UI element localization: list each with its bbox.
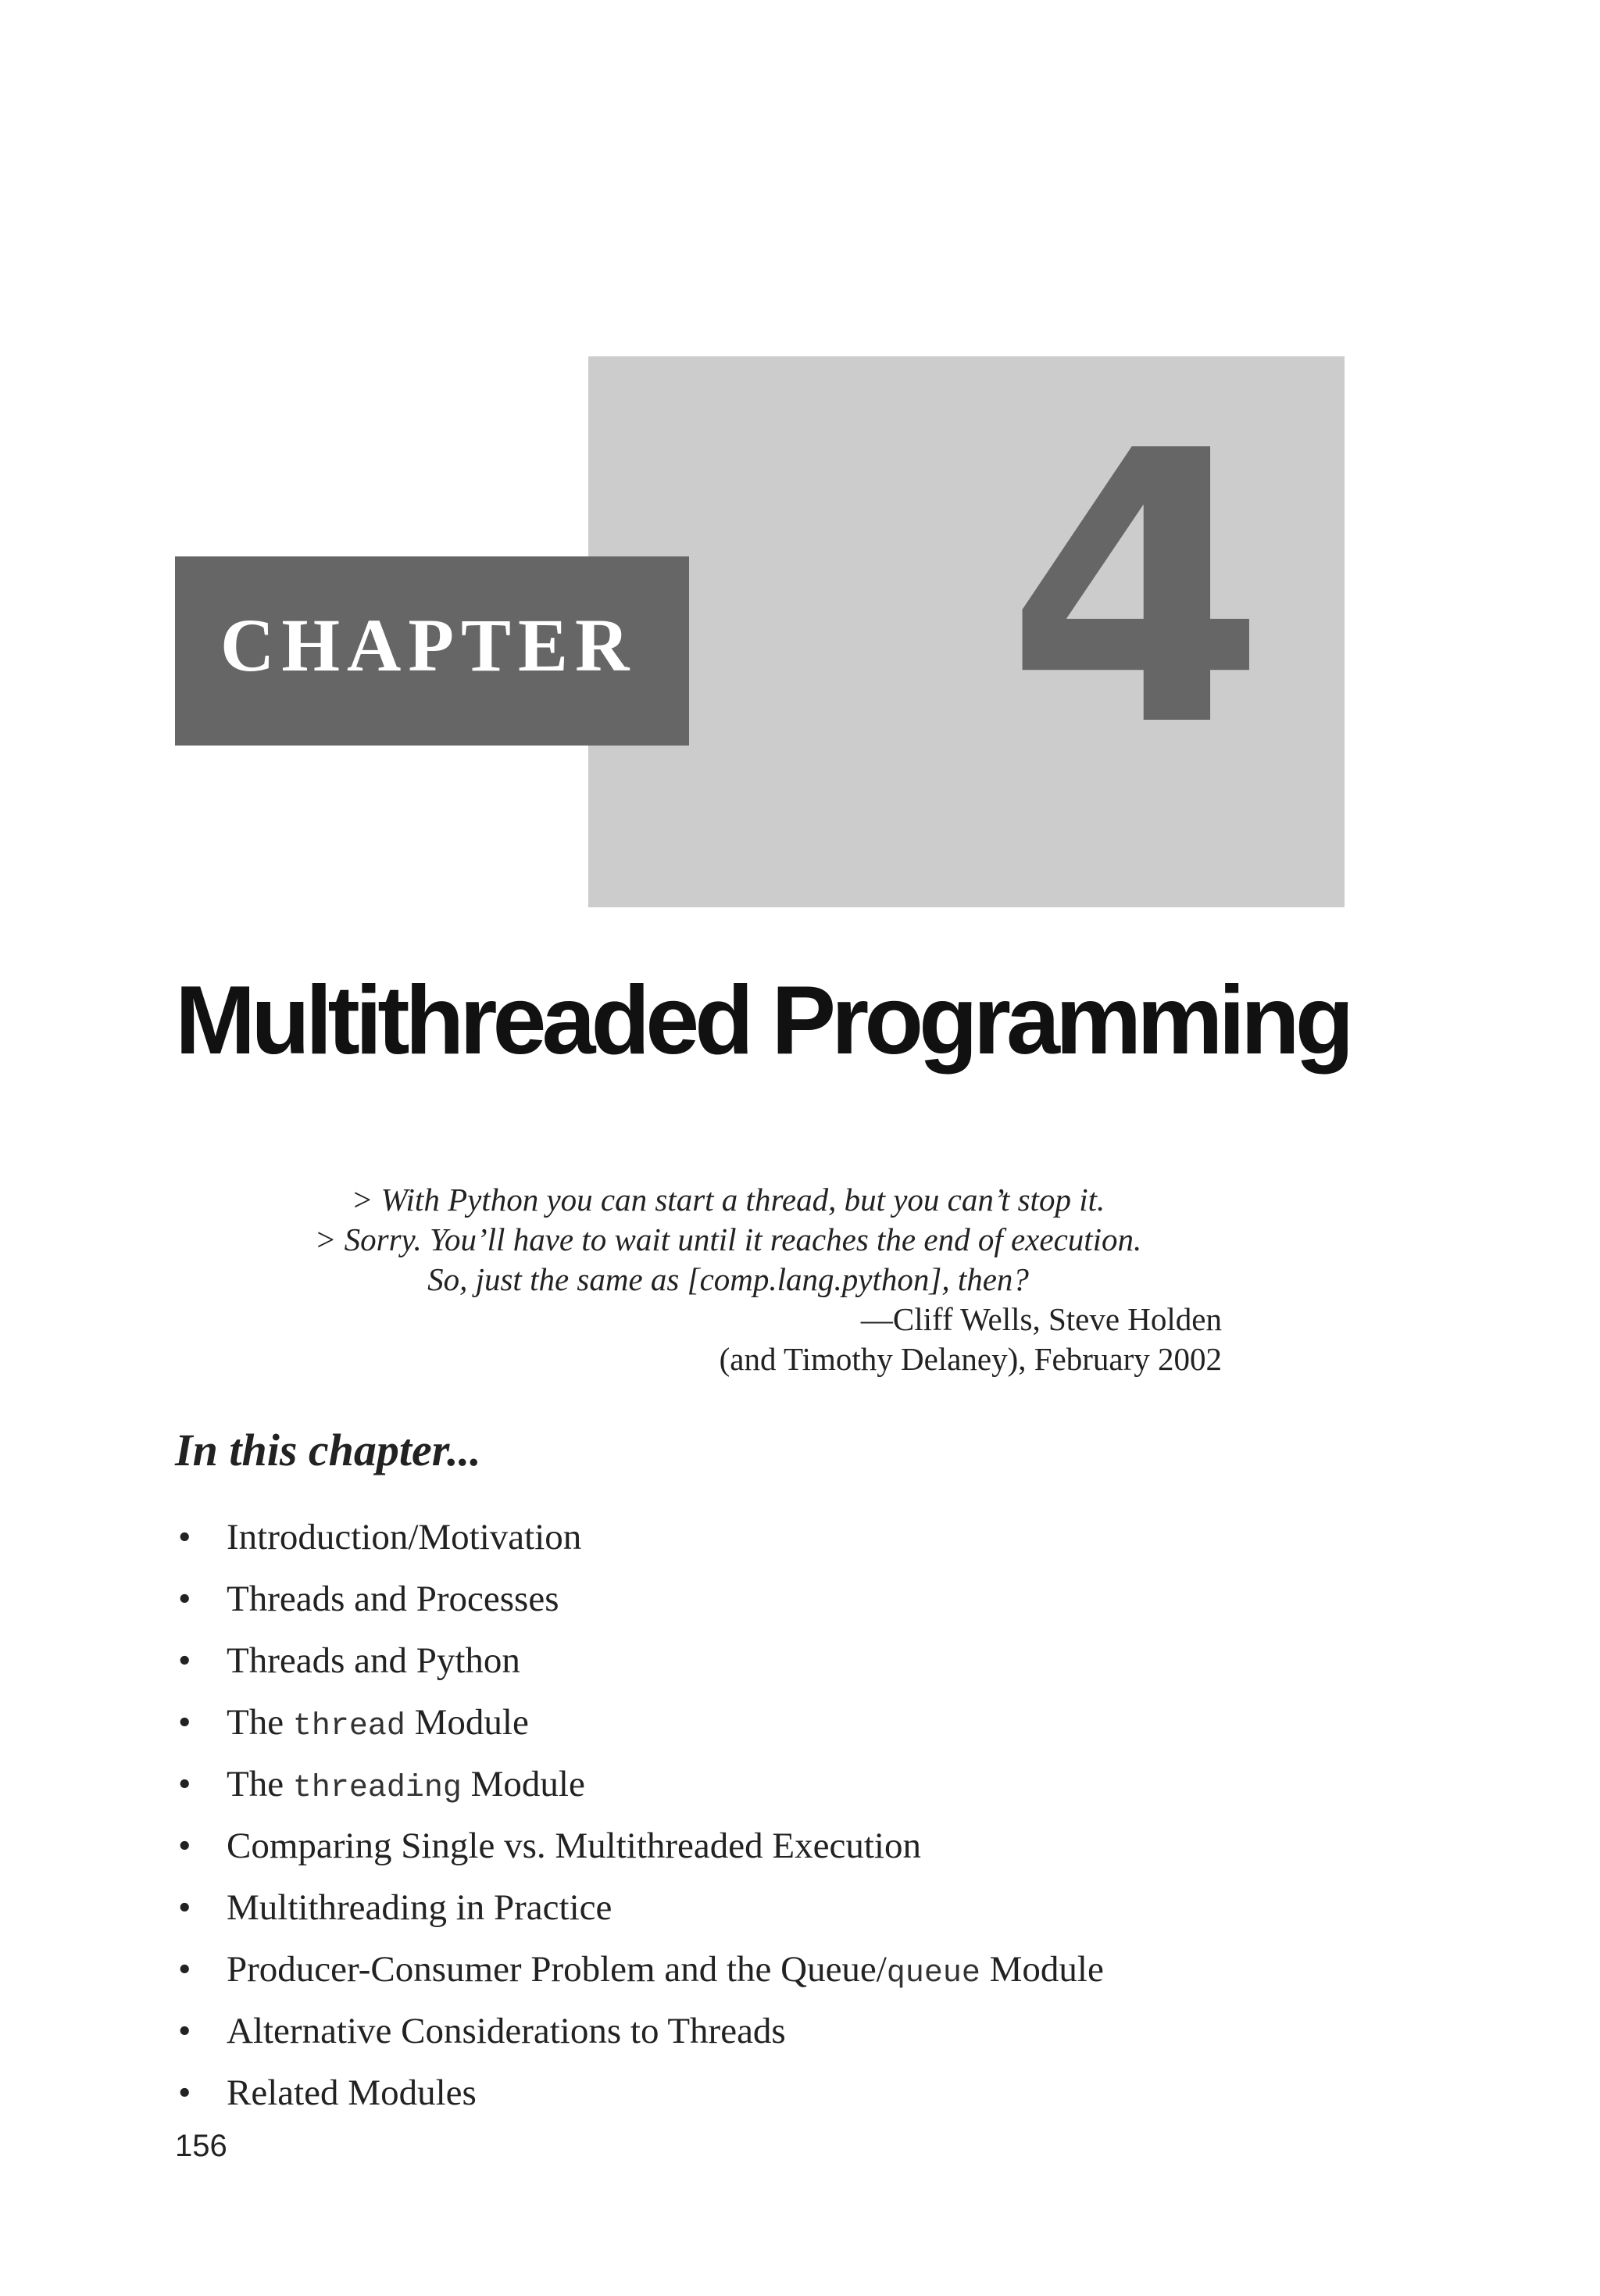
page-number: 156 [175, 2129, 227, 2163]
bullet-icon: • [178, 1887, 191, 1928]
bullet-icon: • [178, 1949, 191, 1990]
contents-item-text: The [227, 1702, 293, 1743]
contents-item-text: The [227, 1764, 293, 1804]
contents-item-text: Module [461, 1764, 585, 1804]
contents-item-text: Module [980, 1949, 1104, 1990]
contents-item-code: threading [292, 1771, 462, 1806]
contents-item [175, 1692, 1104, 1754]
contents-item-text: Module [405, 1702, 529, 1743]
epigraph-line: > Sorry. You’ll have to wait until it reaches the end of execution. [314, 1221, 1142, 1257]
chapter-contents-list [175, 1507, 1104, 2124]
bullet-icon: • [178, 2011, 191, 2051]
epigraph-attribution: (and Timothy Delaney), February 2002 [719, 1341, 1222, 1377]
contents-item-text: Producer-Consumer Problem and the Queue/ [227, 1949, 887, 1990]
contents-item-text: Alternative Considerations to Threads [227, 2011, 786, 2051]
bullet-icon: • [178, 1517, 191, 1557]
contents-item-code: queue [886, 1956, 980, 1991]
contents-item [175, 2062, 1104, 2124]
epigraph-line: > With Python you can start a thread, but you can’t stop it. [351, 1182, 1105, 1218]
contents-item-text: Introduction/Motivation [227, 1517, 582, 1557]
chapter-label-box [175, 556, 689, 746]
contents-item [175, 1568, 1104, 1630]
contents-item-text: Multithreading in Practice [227, 1887, 612, 1928]
contents-item-text: Threads and Processes [227, 1579, 559, 1619]
bullet-icon: • [178, 1640, 191, 1681]
chapter-number: 4 [1005, 372, 1259, 809]
contents-item-text: Related Modules [227, 2072, 477, 2113]
contents-item [175, 1815, 1104, 1877]
chapter-title: Multithreaded Programming [175, 967, 1350, 1075]
epigraph-attribution: —Cliff Wells, Steve Holden [860, 1301, 1222, 1337]
epigraph-line: So, just the same as [comp.lang.python], then? [427, 1261, 1029, 1297]
bullet-icon: • [178, 1702, 191, 1743]
contents-item [175, 1877, 1104, 1939]
bullet-icon: • [178, 1579, 191, 1619]
contents-item [175, 1754, 1104, 1815]
bullet-icon: • [178, 1826, 191, 1866]
bullet-icon: • [178, 2072, 191, 2113]
contents-item [175, 2001, 1104, 2062]
contents-heading: In this chapter... [175, 1425, 481, 1475]
contents-item-text: Threads and Python [227, 1640, 520, 1681]
bullet-icon: • [178, 1764, 191, 1804]
chapter-number-panel [588, 356, 1345, 907]
contents-item-code: thread [292, 1709, 405, 1744]
contents-item [175, 1630, 1104, 1692]
chapter-label: CHAPTER [220, 603, 637, 687]
contents-item [175, 1507, 1104, 1568]
contents-item [175, 1939, 1104, 2001]
epigraph [234, 1180, 1222, 1379]
contents-item-text: Comparing Single vs. Multithreaded Execution [227, 1826, 921, 1866]
